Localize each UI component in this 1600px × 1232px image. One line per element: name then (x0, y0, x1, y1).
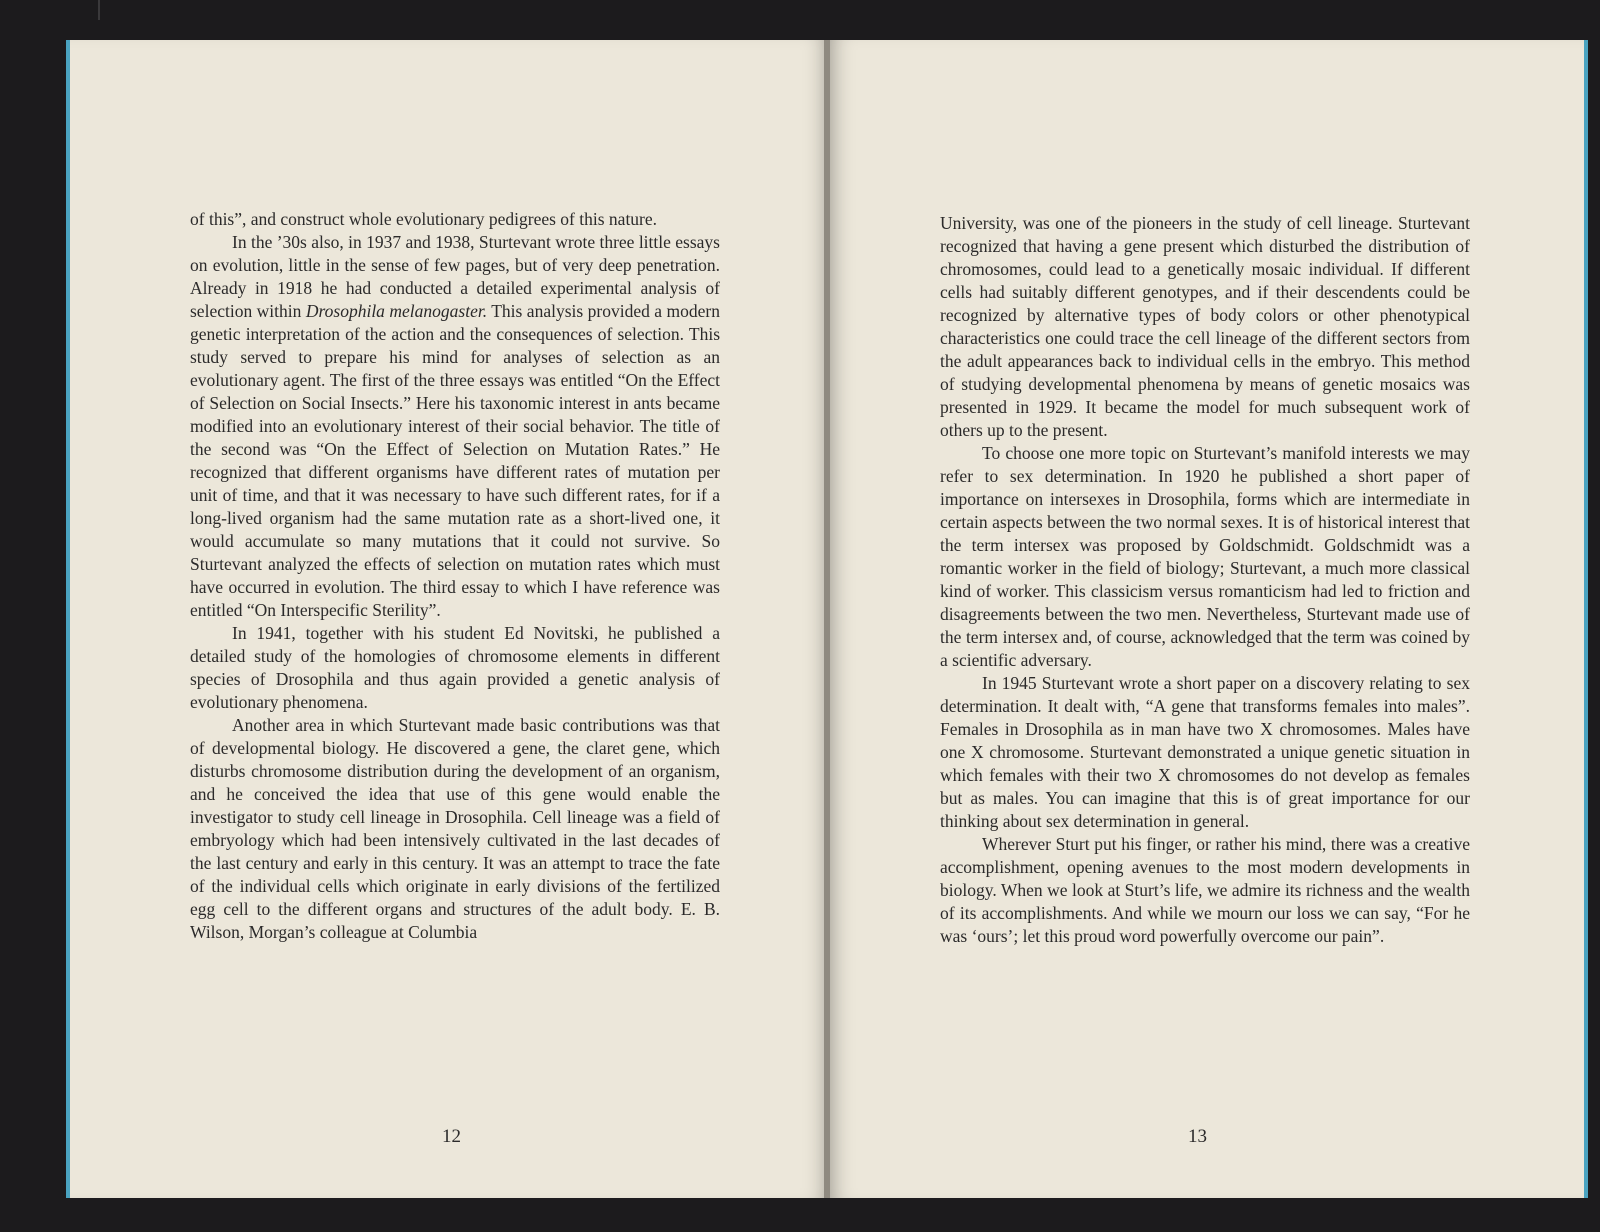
right-paragraph-2: To choose one more topic on Sturtevant’s manifold interests we may refer to sex determination. In 1920 he published a short paper of importance on intersexes in Drosophila, forms which are intermediate in certain aspects between the two normal sexes. It is of historical interest that the term intersex was proposed by Goldschmidt. Goldschmidt was a romantic worker in the field of biology; Sturtevant, a much more classical kind of worker. This classicism versus romanticism had led to friction and disagreements between the two men. Nevertheless, Sturtevant made use of the term intersex and, of course, acknowledged that the term was coined by a scientific adversary. (940, 443, 1470, 670)
left-paragraph-1: of this”, and construct whole evolutionary pedigrees of this nature. (190, 209, 658, 229)
right-paragraph-3: In 1945 Sturtevant wrote a short paper on a discovery relating to sex determination. It dealt with, “A gene that transforms females into males”. Females in Drosophila as in man have two X chromosomes. Males have one X chromosome. Sturtevant demonstrated a unique genetic situation in which females with their two X chromosomes do not develop as females but as males. You can imagine that this is of great importance for our thinking about sex determination in general. (940, 673, 1470, 831)
left-page-number: 12 (442, 1126, 461, 1147)
right-page (830, 40, 1588, 1198)
left-paragraph-4: Another area in which Sturtevant made basic contributions was that of developmental biology. He discovered a gene, the claret gene, which disturbs chromosome distribution during the development of an organism, and he conceived the idea that use of this gene would enable the investigator to study cell lineage in Drosophila. Cell lineage was a field of embryology which had been intensively cultivated in the last decades of the last century and early in this century. It was an attempt to trace the fate of the individual cells which originate in early divisions of the fertilized egg cell to the different organs and structures of the adult body. E. B. Wilson, Morgan’s colleague at Columbia (190, 715, 720, 942)
species-name-italic: Drosophila melanogaster. (305, 301, 488, 321)
right-paragraph-4: Wherever Sturt put his finger, or rather his mind, there was a creative accomplishment, opening avenues to the most modern developments in biology. When we look at Sturt’s life, we admire its richness and the wealth of its accomplishments. And while we mourn our loss we can say, “For he was ‘ours’; let this proud word powerfully overcome our pain”. (940, 834, 1470, 946)
left-page (66, 40, 828, 1198)
background-edge (98, 0, 100, 20)
left-page-text (190, 208, 720, 944)
left-paragraph-2: In the ’30s also, in 1937 and 1938, Sturtevant wrote three little essays on evolution, little in the sense of few pages, but of very deep penetration. Already in 1918 he had conducted a detailed experimental analysis of selection within Drosophila melanogaster. This analysis provided a modern genetic interpretation of the action and the consequences of selection. This study served to prepare his mind for analyses of selection as an evolutionary agent. The first of the three essays was entitled “On the Effect of Selection on Social Insects.” Here his taxonomic interest in ants became modified into an evolutionary interest of their social behavior. The title of the second was “On the Effect of Selection on Mutation Rates.” He recognized that different organisms have different rates of mutation per unit of time, and that it was necessary to have such different rates, for if a long-lived organism had the same mutation rate as a short-lived one, it would accumulate so many mutations that it could not survive. So Sturtevant analyzed the effects of selection on mutation rates which must have occurred in evolution. The third essay to which I have reference was entitled “On Interspecific Sterility”. (190, 232, 720, 620)
right-page-text (940, 212, 1470, 948)
right-paragraph-1: University, was one of the pioneers in the study of cell lineage. Sturtevant recognized that having a gene present which disturbed the distribution of chromosomes, could lead to a genetically mosaic individual. If different cells had suitably different genotypes, and if their descendents could be recognized by alternative types of body colors or other phenotypical characteristics one could trace the cell lineage of the different sectors from the adult appearances back to individual cells in the embryo. This method of studying developmental phenomena by means of genetic mosaics was presented in 1929. It became the model for much subsequent work of others up to the present. (940, 213, 1470, 440)
left-paragraph-3: In 1941, together with his student Ed Novitski, he published a detailed study of the homologies of chromosome elements in different species of Drosophila and thus again provided a genetic analysis of evolutionary phenomena. (190, 623, 720, 712)
right-page-number: 13 (1188, 1126, 1207, 1147)
